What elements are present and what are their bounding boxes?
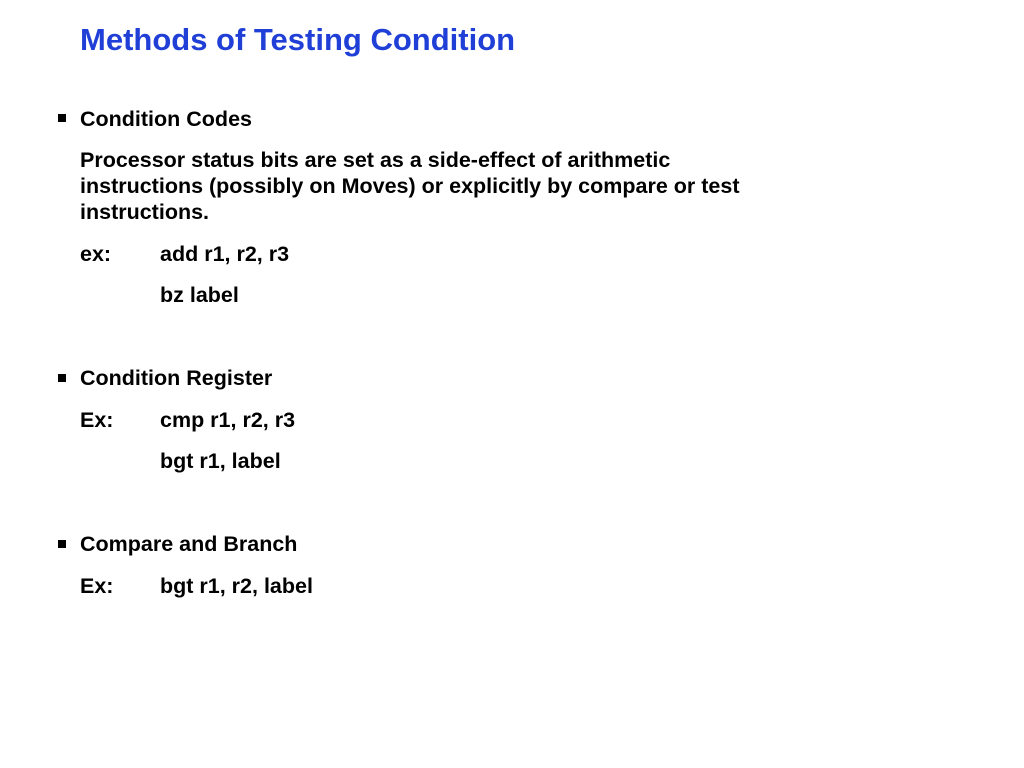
code-line: bgt r1, r2, label: [160, 574, 313, 598]
section-heading-condition-codes: Condition Codes: [80, 107, 252, 131]
section-heading-condition-register: Condition Register: [80, 366, 273, 390]
description-line-3: instructions.: [80, 200, 210, 224]
example-label: Ex:: [80, 408, 114, 432]
description-line-1: Processor status bits are set as a side-effect of arithmetic: [80, 148, 671, 172]
description-line-2: instructions (possibly on Moves) or explicitly by compare or test: [80, 174, 740, 198]
bullet-square-icon: [58, 374, 66, 382]
example-label: Ex:: [80, 574, 114, 598]
bullet-square-icon: [58, 540, 66, 548]
code-line: bgt r1, label: [160, 449, 281, 473]
example-label: ex:: [80, 242, 112, 266]
code-line: cmp r1, r2, r3: [160, 408, 296, 432]
slide-title: Methods of Testing Condition: [80, 22, 516, 57]
bullet-square-icon: [58, 114, 66, 122]
code-line: add r1, r2, r3: [160, 242, 290, 266]
section-heading-compare-and-branch: Compare and Branch: [80, 532, 298, 556]
code-line: bz label: [160, 283, 239, 307]
